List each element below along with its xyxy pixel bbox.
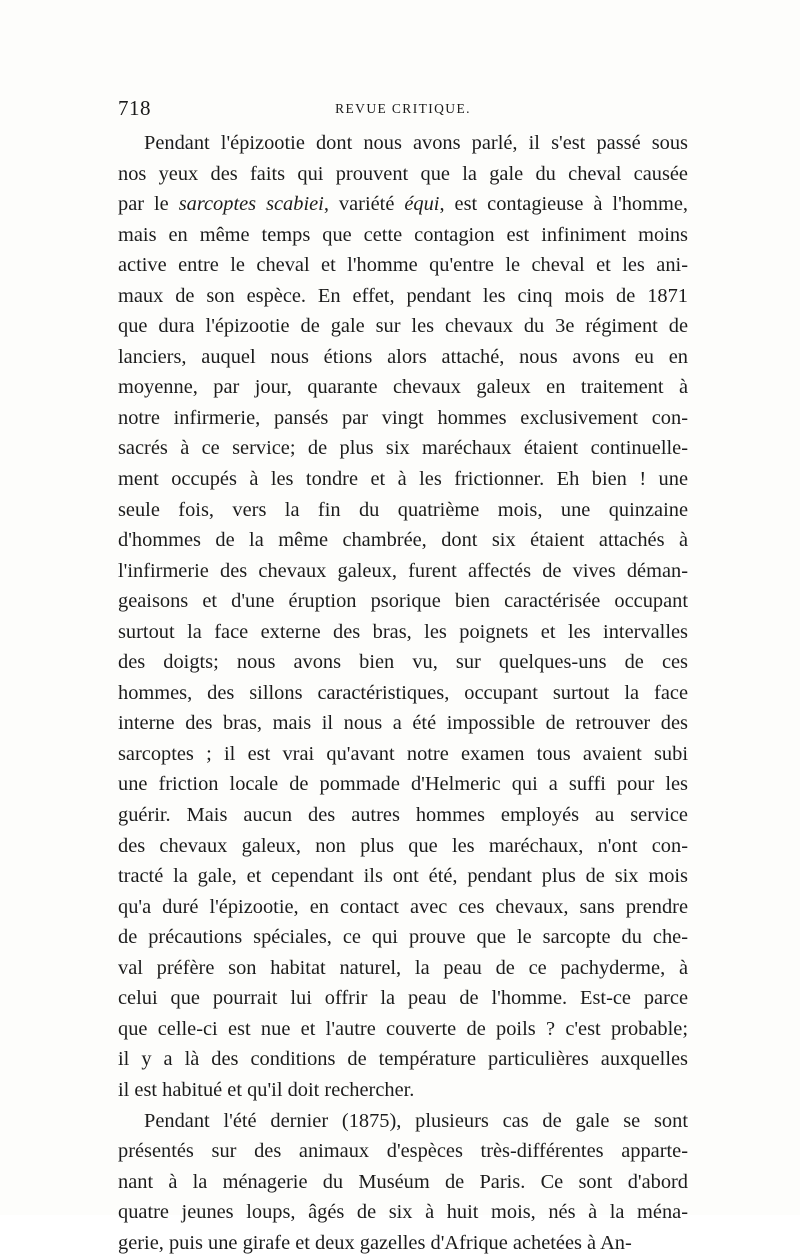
text-line: tracté la gale, et cependant ils ont été, pendant plus de six mois xyxy=(118,861,688,892)
page-number: 718 xyxy=(118,96,151,121)
text-line: que celle-ci est nue et l'autre couverte de poils ? c'est probable; xyxy=(118,1014,688,1045)
text-line: mais en même temps que cette contagion est infiniment moins xyxy=(118,220,688,251)
text-line: nant à la ménagerie du Muséum de Paris. Ce sont d'abord xyxy=(118,1167,688,1198)
text-line: Pendant l'été dernier (1875), plusieurs cas de gale se sont xyxy=(118,1106,688,1137)
text-line: active entre le cheval et l'homme qu'entre le cheval et les ani- xyxy=(118,250,688,281)
running-head xyxy=(118,96,688,126)
text-line: il y a là des conditions de température particulières auxquelles xyxy=(118,1044,688,1075)
text-line: moyenne, par jour, quarante chevaux galeux en traitement à xyxy=(118,372,688,403)
text-segment: , variété xyxy=(324,193,405,215)
text-line: l'infirmerie des chevaux galeux, furent affectés de vives déman- xyxy=(118,556,688,587)
text-line: que dura l'épizootie de gale sur les chevaux du 3e régiment de xyxy=(118,311,688,342)
text-line: nos yeux des faits qui prouvent que la gale du cheval causée xyxy=(118,159,688,190)
text-line: sarcoptes ; il est vrai qu'avant notre examen tous avaient subi xyxy=(118,739,688,770)
text-line: quatre jeunes loups, âgés de six à huit mois, nés à la ména- xyxy=(118,1197,688,1228)
paragraph xyxy=(118,1106,688,1258)
text-line: notre infirmerie, pansés par vingt hommes exclusivement con- xyxy=(118,403,688,434)
running-title: REVUE CRITIQUE. xyxy=(118,101,688,117)
text-line: qu'a duré l'épizootie, en contact avec ces chevaux, sans prendre xyxy=(118,892,688,923)
text-segment: , est contagieuse à l'homme, xyxy=(439,193,688,215)
text-line: seule fois, vers la fin du quatrième mois, une quinzaine xyxy=(118,495,688,526)
text-line: il est habitué et qu'il doit rechercher. xyxy=(118,1075,688,1106)
body-text xyxy=(118,128,688,1258)
text-line: maux de son espèce. En effet, pendant les cinq mois de 1871 xyxy=(118,281,688,312)
text-line: des doigts; nous avons bien vu, sur quelques-uns de ces xyxy=(118,647,688,678)
text-line: celui que pourrait lui offrir la peau de l'homme. Est-ce parce xyxy=(118,983,688,1014)
text-line: gerie, puis une girafe et deux gazelles d'Afrique achetées à An- xyxy=(118,1228,688,1258)
paragraph xyxy=(118,128,688,1106)
italic-term: sarcoptes scabiei xyxy=(179,193,324,215)
text-line xyxy=(118,189,688,220)
text-line: guérir. Mais aucun des autres hommes employés au service xyxy=(118,800,688,831)
text-line: interne des bras, mais il nous a été impossible de retrouver des xyxy=(118,708,688,739)
italic-term: équi xyxy=(404,193,439,215)
text-line: sacrés à ce service; de plus six maréchaux étaient continuelle- xyxy=(118,433,688,464)
text-line: surtout la face externe des bras, les poignets et les intervalles xyxy=(118,617,688,648)
text-line: lanciers, auquel nous étions alors attaché, nous avons eu en xyxy=(118,342,688,373)
text-line: de précautions spéciales, ce qui prouve que le sarcopte du che- xyxy=(118,922,688,953)
text-line: Pendant l'épizootie dont nous avons parlé, il s'est passé sous xyxy=(118,128,688,159)
text-line: des chevaux galeux, non plus que les maréchaux, n'ont con- xyxy=(118,831,688,862)
text-segment: par le xyxy=(118,193,179,215)
text-line: val préfère son habitat naturel, la peau de ce pachyderme, à xyxy=(118,953,688,984)
text-line: hommes, des sillons caractéristiques, occupant surtout la face xyxy=(118,678,688,709)
text-line: geaisons et d'une éruption psorique bien caractérisée occupant xyxy=(118,586,688,617)
text-line: présentés sur des animaux d'espèces très-différentes apparte- xyxy=(118,1136,688,1167)
text-line: d'hommes de la même chambrée, dont six étaient attachés à xyxy=(118,525,688,556)
text-line: une friction locale de pommade d'Helmeric qui a suffi pour les xyxy=(118,769,688,800)
text-line: ment occupés à les tondre et à les frictionner. Eh bien ! une xyxy=(118,464,688,495)
